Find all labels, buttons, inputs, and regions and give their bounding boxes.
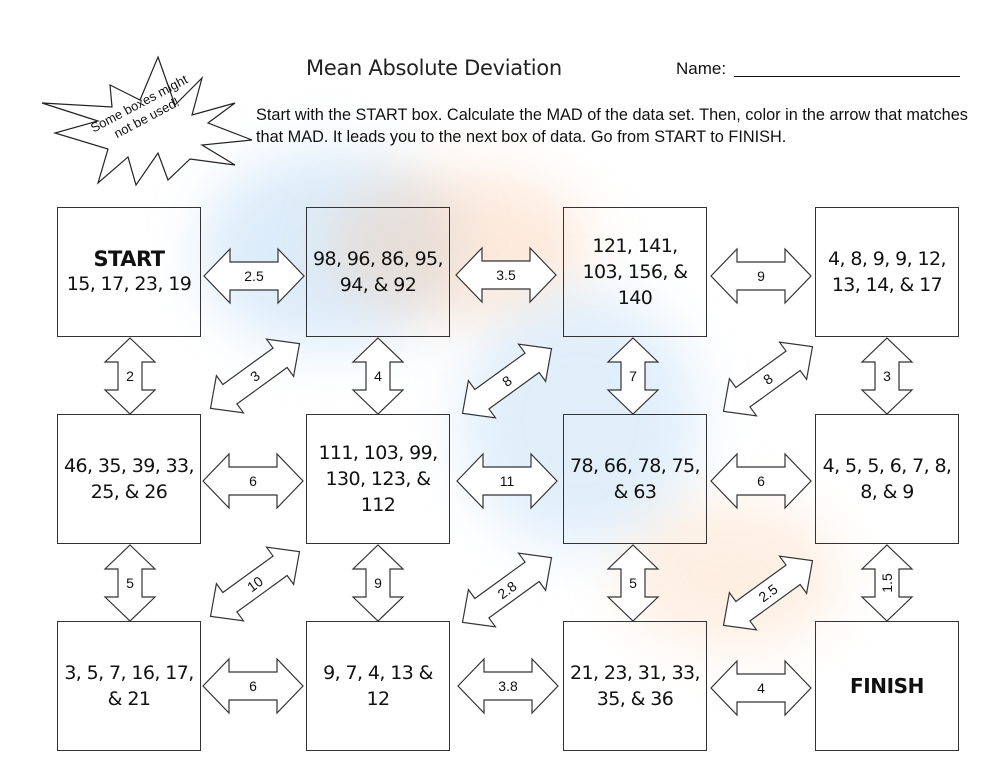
finish-label: FINISH (849, 674, 925, 698)
arrow-v-r12-c2[interactable]: 4 (352, 338, 404, 414)
finish-box[interactable] (815, 621, 959, 751)
arrow-h-r1-23[interactable]: 3.5 (456, 247, 556, 303)
data-set: 121, 141, 103, 156, & 140 (582, 235, 688, 309)
name-input-line[interactable] (734, 76, 960, 77)
instructions: Start with the START box. Calculate the MAD of the data set. Then, color in the arrow that matches that MAD. It leads you to the next box of data. Go from START to FINISH. (256, 106, 968, 146)
arrow-d-r12-12[interactable]: 3 (197, 325, 313, 427)
name-label: Name: (676, 59, 727, 78)
arrow-h-r3-34[interactable]: 4 (711, 660, 811, 716)
data-set: 9, 7, 4, 13 & 12 (323, 662, 433, 710)
arrow-h-r2-23[interactable]: 11 (457, 453, 557, 509)
start-box[interactable] (57, 207, 201, 337)
arrow-v-r23-c2[interactable]: 9 (352, 545, 404, 621)
data-box-r1c3[interactable] (563, 207, 707, 337)
data-set: 78, 66, 78, 75, & 63 (570, 455, 700, 503)
arrow-d-r12-34[interactable]: 8 (710, 328, 826, 430)
data-set: 46, 35, 39, 33, 25, & 26 (64, 455, 194, 503)
data-box-r1c2[interactable] (306, 207, 450, 337)
arrow-v-r23-c4[interactable]: 1.5 (861, 545, 913, 621)
arrow-d-r23-23[interactable]: 2.8 (449, 539, 565, 641)
data-box-r3c1[interactable] (57, 621, 201, 751)
arrow-h-r2-34[interactable]: 6 (711, 453, 811, 509)
data-box-r3c3[interactable] (563, 621, 707, 751)
arrow-h-r1-34[interactable]: 9 (711, 248, 811, 304)
data-box-r1c4[interactable] (815, 207, 959, 337)
data-box-r2c3[interactable] (563, 414, 707, 544)
arrow-d-r23-12[interactable]: 10 (197, 533, 313, 635)
data-box-r2c1[interactable] (57, 414, 201, 544)
arrow-h-r1-12[interactable]: 2.5 (204, 248, 304, 304)
arrow-h-r3-23[interactable]: 3.8 (458, 658, 558, 714)
arrow-h-r3-12[interactable]: 6 (203, 658, 303, 714)
data-set: 111, 103, 99, 130, 123, & 112 (318, 442, 438, 516)
arrow-v-r12-c1[interactable]: 2 (104, 338, 156, 414)
data-set: 3, 5, 7, 16, 17, & 21 (64, 662, 194, 710)
arrow-v-r23-c3[interactable]: 5 (607, 545, 659, 621)
worksheet-title: Mean Absolute Deviation (306, 56, 562, 80)
data-box-r2c4[interactable] (815, 414, 959, 544)
data-set: 98, 96, 86, 95, 94, & 92 (313, 248, 443, 296)
arrow-d-r12-23[interactable]: 8 (449, 330, 565, 432)
arrow-d-r23-34[interactable]: 2.5 (710, 542, 826, 644)
data-set: 4, 8, 9, 9, 12, 13, 14, & 17 (828, 248, 946, 296)
data-set: 21, 23, 31, 33, 35, & 36 (570, 662, 700, 710)
callout-text: Some boxes might not be used! (87, 71, 191, 142)
arrow-h-r2-12[interactable]: 6 (203, 453, 303, 509)
arrow-v-r12-c4[interactable]: 3 (861, 338, 913, 414)
arrow-v-r23-c1[interactable]: 5 (104, 545, 156, 621)
data-box-r2c2[interactable] (306, 414, 450, 544)
arrow-v-r12-c3[interactable]: 7 (607, 338, 659, 414)
data-set: 15, 17, 23, 19 (66, 273, 192, 295)
data-box-r3c2[interactable] (306, 621, 450, 751)
start-label: START (93, 247, 165, 271)
data-set: 4, 5, 5, 6, 7, 8, 8, & 9 (822, 455, 952, 503)
